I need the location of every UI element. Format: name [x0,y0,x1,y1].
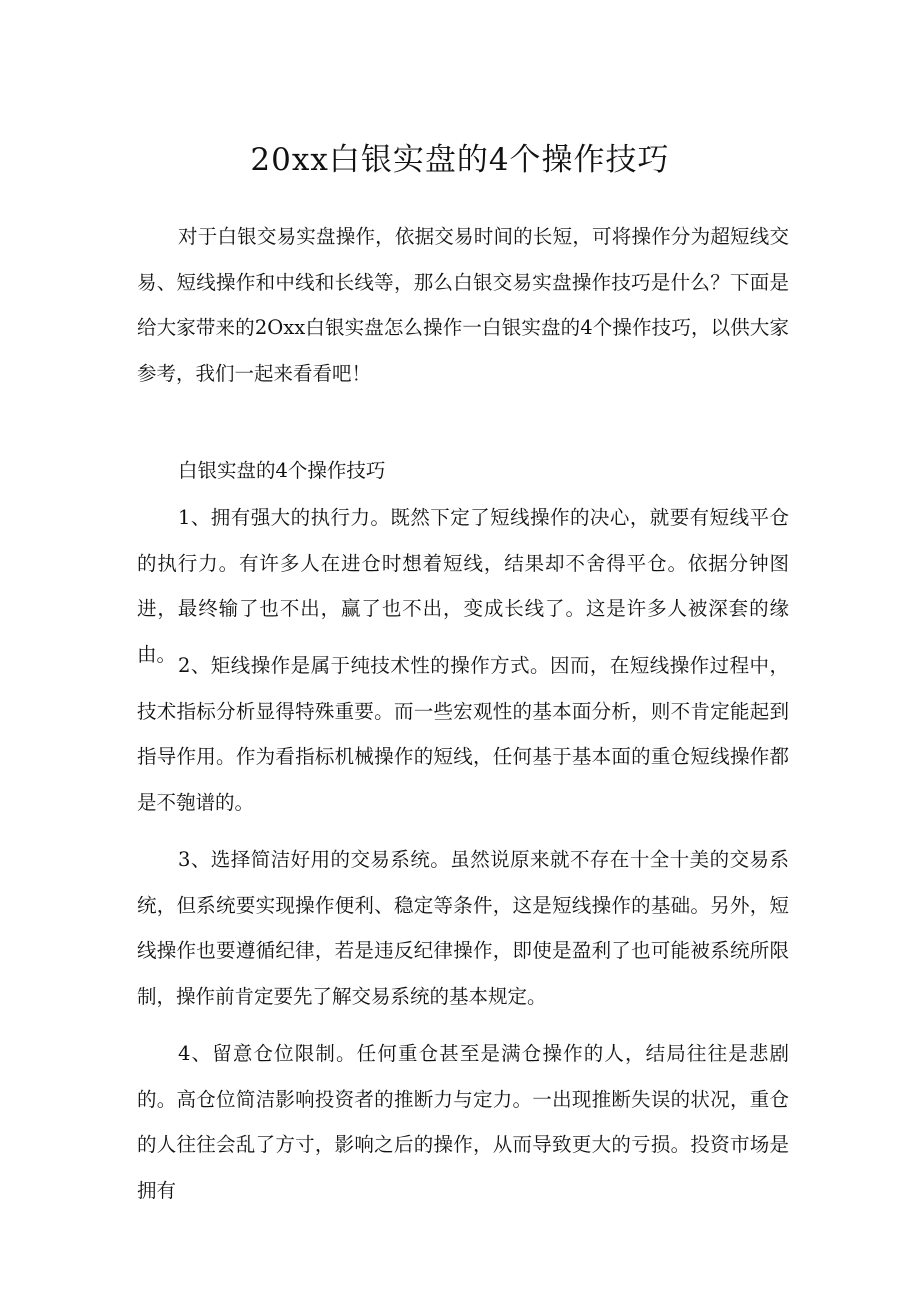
document-title: 20xx白银实盘的4个操作技巧 [250,142,670,178]
tip-paragraph-2: 2、矩线操作是属于纯技术性的操作方式。因而，在短线操作过程中，技术指标分析显得特殊重要。而一些宏观性的基本面分析，则不肯定能起到指导作用。作为看指标机械操作的短线，任何基于基本面的重仓短线操作都是不匏谱的。 [137,654,789,814]
section-heading: 白银实盘的4个操作技巧 [178,459,386,482]
tip-paragraph-4: 4、留意仓位限制。任何重仓甚至是满仓操作的人，结局往往是悲剧的。高仓位简洁影响投资者的推断力与定力。一出现推断失误的状况，重仓的人往往会乱了方寸，影响之后的操作，从而导致更大的亏损。投资市场是拥有 [137,1042,789,1202]
tip-paragraph-1: 1、拥有强大的执行力。既然下定了短线操作的决心，就要有短线平仓的执行力。有许多人在进仓时想着短线，结果却不舍得平仓。依据分钟图进，最终输了也不出，赢了也不出，变成长线了。这是许多人被深套的缘由。 [137,506,789,666]
tip-paragraph-3: 3、选择简洁好用的交易系统。虽然说原来就不存在十全十美的交易系统，但系统要实现操作便利、稳定等条件，这是短线操作的基础。另外，短线操作也要遵循纪律，若是违反纪律操作，即使是盈利了也可能被系统所限制，操作前肯定要先了解交易系统的基本规定。 [137,848,789,1008]
intro-paragraph: 对于白银交易实盘操作，依据交易时间的长短，可将操作分为超短线交易、短线操作和中线和长线等，那么白银交易实盘操作技巧是什么？下面是给大家带来的2Oxx白银实盘怎么操作一白银实盘的4个操作技巧，以供大家参考，我们一起来看看吧！ [137,225,789,385]
